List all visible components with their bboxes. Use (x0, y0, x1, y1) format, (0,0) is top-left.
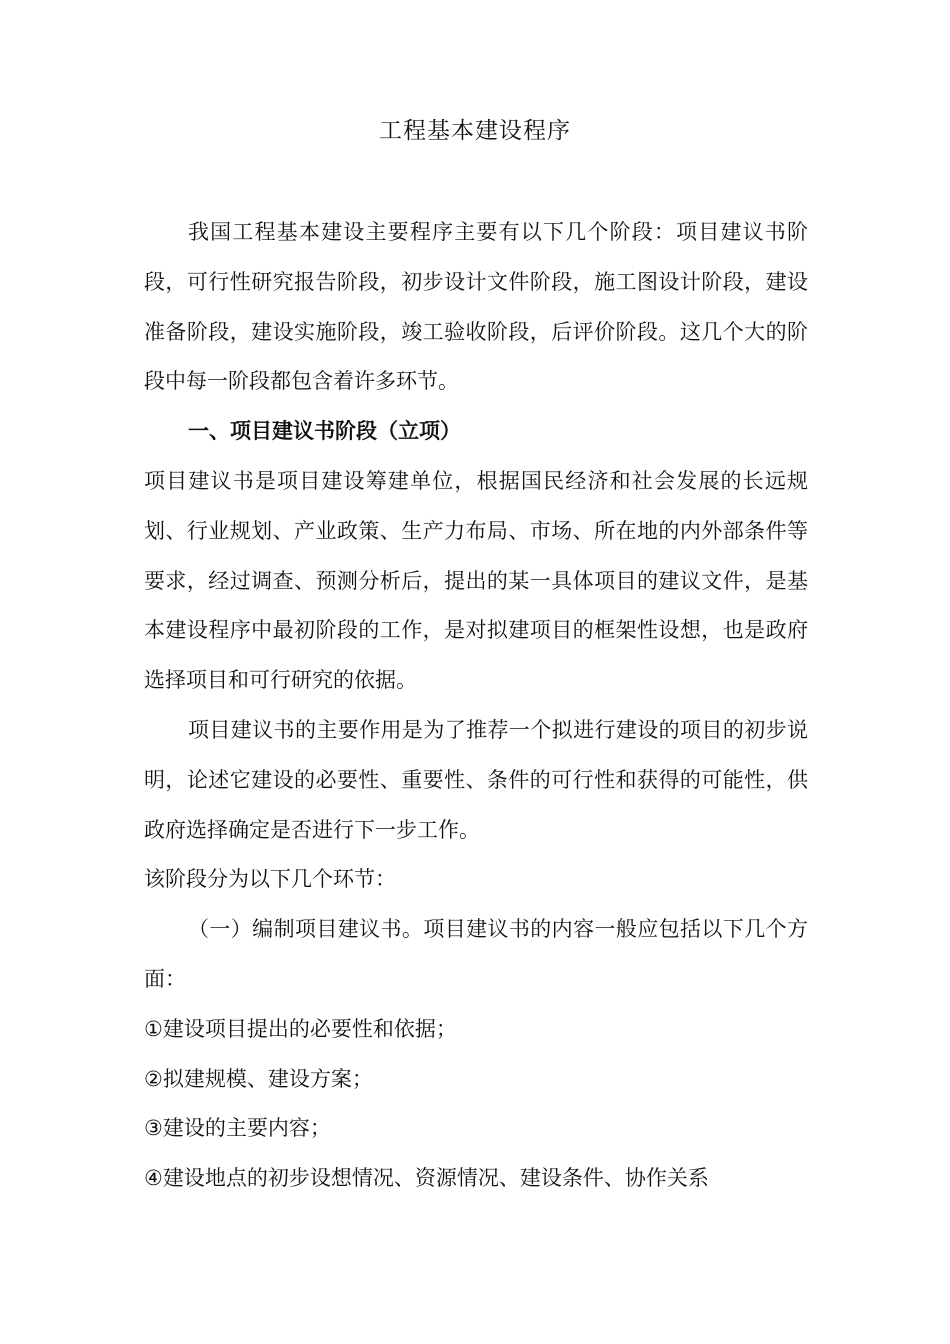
list-item: ②拟建规模、建设方案； (144, 1066, 373, 1091)
section1-paragraph-2: 项目建议书的主要作用是为了推荐一个拟进行建设的项目的初步说明，论述它建设的必要性、重要性、条件的可行性和获得的可能性，供政府选择确定是否进行下一步工作。 (144, 717, 808, 842)
list-item: ③建设的主要内容； (144, 1116, 331, 1141)
section1-paragraph-1: 项目建议书是项目建设筹建单位，根据国民经济和社会发展的长远规划、行业规划、产业政策、生产力布局、市场、所在地的内外部条件等要求，经过调查、预测分析后，提出的某一具体项目的建议文件，是基本建设程序中最初阶段的工作，是对拟建项目的框架性设想，也是政府选择项目和可行研究的依据。 (144, 468, 808, 693)
list-item: ④建设地点的初步设想情况、资源情况、建设条件、协作关系 (144, 1166, 709, 1191)
document-title: 工程基本建设程序 (379, 118, 571, 144)
document-body (144, 208, 808, 1204)
list-item: ①建设项目提出的必要性和依据； (144, 1016, 457, 1041)
intro-paragraph: 我国工程基本建设主要程序主要有以下几个阶段：项目建议书阶段，可行性研究报告阶段，初步设计文件阶段，施工图设计阶段，建设准备阶段，建设实施阶段，竣工验收阶段，后评价阶段。这几个大的阶段中每一阶段都包含着许多环节。 (144, 220, 808, 394)
section-heading-1: 一、项目建议书阶段（立项） (188, 419, 461, 444)
subsection-1: （一）编制项目建议书。项目建议书的内容一般应包括以下几个方面： (144, 917, 808, 991)
stage-intro: 该阶段分为以下几个环节： (144, 867, 396, 892)
